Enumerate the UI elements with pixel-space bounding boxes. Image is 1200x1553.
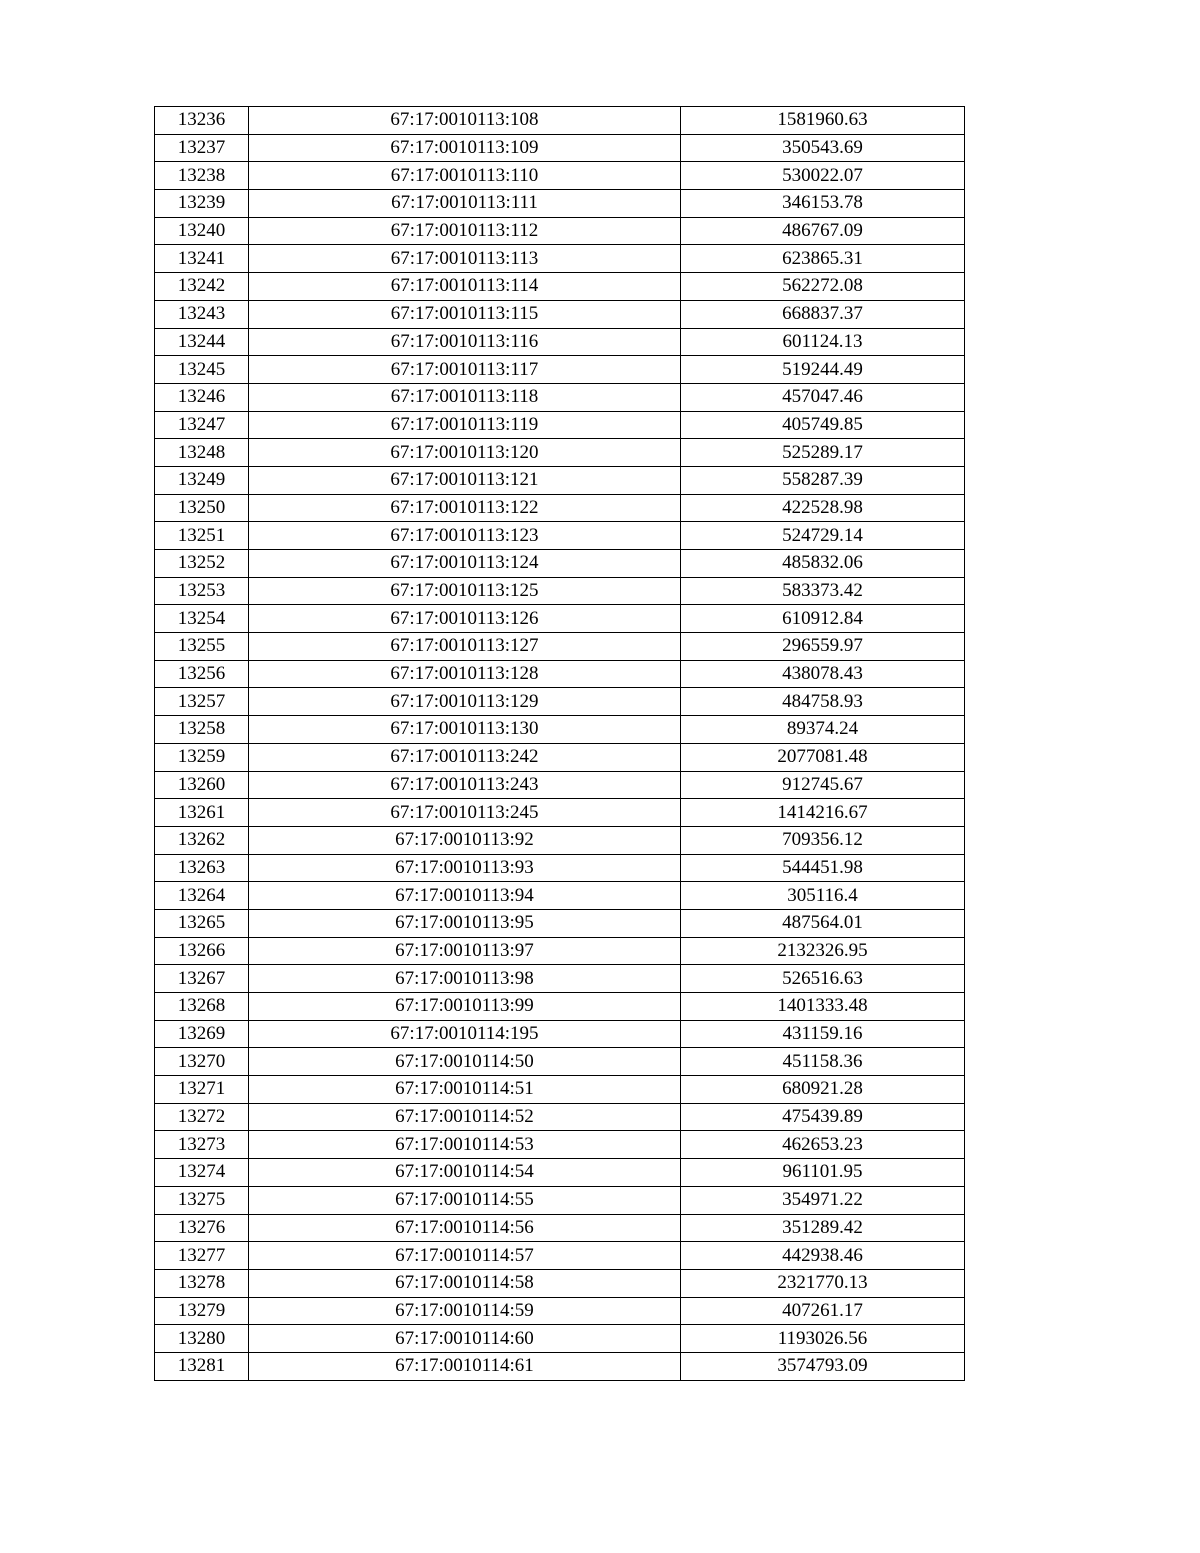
row-number-cell: 13271 (155, 1076, 249, 1104)
cadastral-number-cell: 67:17:0010114:50 (249, 1048, 681, 1076)
cadastral-number-cell: 67:17:0010113:111 (249, 190, 681, 218)
value-cell: 1193026.56 (681, 1325, 965, 1353)
cadastral-number-cell: 67:17:0010113:117 (249, 356, 681, 384)
table-row (155, 494, 965, 522)
row-number-cell: 13268 (155, 993, 249, 1021)
value-cell: 422528.98 (681, 494, 965, 522)
row-number-cell: 13279 (155, 1297, 249, 1325)
table-row (155, 660, 965, 688)
value-cell: 3574793.09 (681, 1352, 965, 1380)
cadastral-number-cell: 67:17:0010113:95 (249, 909, 681, 937)
cadastral-number-cell: 67:17:0010113:112 (249, 217, 681, 245)
row-number-cell: 13239 (155, 190, 249, 218)
table-row (155, 633, 965, 661)
value-cell: 1414216.67 (681, 799, 965, 827)
table-row (155, 1352, 965, 1380)
table-row (155, 383, 965, 411)
cadastral-number-cell: 67:17:0010114:60 (249, 1325, 681, 1353)
value-cell: 475439.89 (681, 1103, 965, 1131)
cadastral-number-cell: 67:17:0010113:124 (249, 550, 681, 578)
row-number-cell: 13281 (155, 1352, 249, 1380)
row-number-cell: 13257 (155, 688, 249, 716)
cadastral-number-cell: 67:17:0010113:99 (249, 993, 681, 1021)
row-number-cell: 13249 (155, 466, 249, 494)
row-number-cell: 13280 (155, 1325, 249, 1353)
table-row (155, 771, 965, 799)
cadastral-number-cell: 67:17:0010114:53 (249, 1131, 681, 1159)
cadastral-number-cell: 67:17:0010113:114 (249, 273, 681, 301)
table-row (155, 854, 965, 882)
row-number-cell: 13272 (155, 1103, 249, 1131)
table-row (155, 134, 965, 162)
row-number-cell: 13267 (155, 965, 249, 993)
table-row (155, 688, 965, 716)
table-row (155, 1020, 965, 1048)
cadastral-number-cell: 67:17:0010113:129 (249, 688, 681, 716)
row-number-cell: 13274 (155, 1159, 249, 1187)
row-number-cell: 13243 (155, 300, 249, 328)
value-cell: 485832.06 (681, 550, 965, 578)
value-cell: 89374.24 (681, 716, 965, 744)
cadastral-number-cell: 67:17:0010113:127 (249, 633, 681, 661)
value-cell: 2132326.95 (681, 937, 965, 965)
row-number-cell: 13276 (155, 1214, 249, 1242)
row-number-cell: 13265 (155, 909, 249, 937)
row-number-cell: 13259 (155, 743, 249, 771)
cadastral-number-cell: 67:17:0010113:242 (249, 743, 681, 771)
row-number-cell: 13256 (155, 660, 249, 688)
table-row (155, 1269, 965, 1297)
cadastral-number-cell: 67:17:0010113:118 (249, 383, 681, 411)
value-cell: 668837.37 (681, 300, 965, 328)
table-row (155, 245, 965, 273)
table-row (155, 965, 965, 993)
value-cell: 487564.01 (681, 909, 965, 937)
table-row (155, 1186, 965, 1214)
value-cell: 1581960.63 (681, 107, 965, 135)
cadastral-number-cell: 67:17:0010113:128 (249, 660, 681, 688)
row-number-cell: 13262 (155, 826, 249, 854)
row-number-cell: 13247 (155, 411, 249, 439)
table-row (155, 605, 965, 633)
table-row (155, 107, 965, 135)
row-number-cell: 13261 (155, 799, 249, 827)
cadastral-number-cell: 67:17:0010114:51 (249, 1076, 681, 1104)
cadastral-number-cell: 67:17:0010113:119 (249, 411, 681, 439)
value-cell: 583373.42 (681, 577, 965, 605)
row-number-cell: 13238 (155, 162, 249, 190)
row-number-cell: 13252 (155, 550, 249, 578)
table-row (155, 411, 965, 439)
table-row (155, 1159, 965, 1187)
value-cell: 1401333.48 (681, 993, 965, 1021)
value-cell: 562272.08 (681, 273, 965, 301)
value-cell: 680921.28 (681, 1076, 965, 1104)
row-number-cell: 13242 (155, 273, 249, 301)
cadastral-number-cell: 67:17:0010114:195 (249, 1020, 681, 1048)
cadastral-number-cell: 67:17:0010114:57 (249, 1242, 681, 1270)
cadastral-number-cell: 67:17:0010113:122 (249, 494, 681, 522)
cadastral-number-cell: 67:17:0010113:130 (249, 716, 681, 744)
table-row (155, 466, 965, 494)
cadastral-number-cell: 67:17:0010113:115 (249, 300, 681, 328)
table-row (155, 1103, 965, 1131)
row-number-cell: 13254 (155, 605, 249, 633)
value-cell: 431159.16 (681, 1020, 965, 1048)
row-number-cell: 13264 (155, 882, 249, 910)
table-row (155, 328, 965, 356)
row-number-cell: 13245 (155, 356, 249, 384)
table-row (155, 1325, 965, 1353)
table-row (155, 1297, 965, 1325)
value-cell: 462653.23 (681, 1131, 965, 1159)
cadastral-number-cell: 67:17:0010113:123 (249, 522, 681, 550)
value-cell: 407261.17 (681, 1297, 965, 1325)
row-number-cell: 13244 (155, 328, 249, 356)
row-number-cell: 13236 (155, 107, 249, 135)
table-row (155, 826, 965, 854)
table-row (155, 1214, 965, 1242)
cadastral-number-cell: 67:17:0010113:98 (249, 965, 681, 993)
table-row (155, 190, 965, 218)
cadastral-number-cell: 67:17:0010113:125 (249, 577, 681, 605)
value-cell: 451158.36 (681, 1048, 965, 1076)
value-cell: 438078.43 (681, 660, 965, 688)
row-number-cell: 13255 (155, 633, 249, 661)
value-cell: 601124.13 (681, 328, 965, 356)
value-cell: 524729.14 (681, 522, 965, 550)
cadastral-number-cell: 67:17:0010113:109 (249, 134, 681, 162)
row-number-cell: 13266 (155, 937, 249, 965)
value-cell: 530022.07 (681, 162, 965, 190)
row-number-cell: 13240 (155, 217, 249, 245)
value-cell: 961101.95 (681, 1159, 965, 1187)
table-row (155, 217, 965, 245)
table-row (155, 993, 965, 1021)
table-row (155, 300, 965, 328)
row-number-cell: 13269 (155, 1020, 249, 1048)
value-cell: 526516.63 (681, 965, 965, 993)
value-cell: 519244.49 (681, 356, 965, 384)
value-cell: 346153.78 (681, 190, 965, 218)
cadastral-number-cell: 67:17:0010113:108 (249, 107, 681, 135)
value-cell: 623865.31 (681, 245, 965, 273)
cadastral-number-cell: 67:17:0010114:58 (249, 1269, 681, 1297)
table-row (155, 1131, 965, 1159)
cadastral-number-cell: 67:17:0010114:55 (249, 1186, 681, 1214)
table-row (155, 522, 965, 550)
table-row (155, 743, 965, 771)
cadastral-number-cell: 67:17:0010113:120 (249, 439, 681, 467)
cadastral-number-cell: 67:17:0010113:243 (249, 771, 681, 799)
value-cell: 351289.42 (681, 1214, 965, 1242)
cadastral-number-cell: 67:17:0010113:245 (249, 799, 681, 827)
row-number-cell: 13273 (155, 1131, 249, 1159)
value-cell: 486767.09 (681, 217, 965, 245)
row-number-cell: 13250 (155, 494, 249, 522)
table-row (155, 909, 965, 937)
cadastral-number-cell: 67:17:0010113:93 (249, 854, 681, 882)
value-cell: 912745.67 (681, 771, 965, 799)
cadastral-number-cell: 67:17:0010113:110 (249, 162, 681, 190)
value-cell: 2077081.48 (681, 743, 965, 771)
row-number-cell: 13263 (155, 854, 249, 882)
row-number-cell: 13251 (155, 522, 249, 550)
table-row (155, 799, 965, 827)
value-cell: 354971.22 (681, 1186, 965, 1214)
cadastral-number-cell: 67:17:0010113:97 (249, 937, 681, 965)
value-cell: 2321770.13 (681, 1269, 965, 1297)
row-number-cell: 13258 (155, 716, 249, 744)
table-row (155, 162, 965, 190)
row-number-cell: 13260 (155, 771, 249, 799)
cadastral-number-cell: 67:17:0010113:94 (249, 882, 681, 910)
value-cell: 709356.12 (681, 826, 965, 854)
row-number-cell: 13275 (155, 1186, 249, 1214)
cadastral-number-cell: 67:17:0010113:126 (249, 605, 681, 633)
cadastral-number-cell: 67:17:0010114:59 (249, 1297, 681, 1325)
table-row (155, 577, 965, 605)
data-table (154, 106, 965, 1381)
value-cell: 405749.85 (681, 411, 965, 439)
row-number-cell: 13277 (155, 1242, 249, 1270)
table-row (155, 882, 965, 910)
cadastral-number-cell: 67:17:0010114:61 (249, 1352, 681, 1380)
table-body (155, 107, 965, 1381)
cadastral-number-cell: 67:17:0010113:121 (249, 466, 681, 494)
value-cell: 457047.46 (681, 383, 965, 411)
cadastral-number-cell: 67:17:0010114:54 (249, 1159, 681, 1187)
table-row (155, 1076, 965, 1104)
table-row (155, 356, 965, 384)
table-row (155, 937, 965, 965)
row-number-cell: 13246 (155, 383, 249, 411)
table-row (155, 273, 965, 301)
cadastral-number-cell: 67:17:0010113:92 (249, 826, 681, 854)
table-row (155, 439, 965, 467)
table-row (155, 1048, 965, 1076)
value-cell: 558287.39 (681, 466, 965, 494)
table-row (155, 1242, 965, 1270)
row-number-cell: 13253 (155, 577, 249, 605)
value-cell: 305116.4 (681, 882, 965, 910)
row-number-cell: 13278 (155, 1269, 249, 1297)
cadastral-number-cell: 67:17:0010114:52 (249, 1103, 681, 1131)
row-number-cell: 13237 (155, 134, 249, 162)
cadastral-number-cell: 67:17:0010113:113 (249, 245, 681, 273)
table-row (155, 716, 965, 744)
row-number-cell: 13248 (155, 439, 249, 467)
value-cell: 350543.69 (681, 134, 965, 162)
value-cell: 544451.98 (681, 854, 965, 882)
value-cell: 296559.97 (681, 633, 965, 661)
value-cell: 442938.46 (681, 1242, 965, 1270)
value-cell: 525289.17 (681, 439, 965, 467)
value-cell: 610912.84 (681, 605, 965, 633)
value-cell: 484758.93 (681, 688, 965, 716)
row-number-cell: 13241 (155, 245, 249, 273)
cadastral-number-cell: 67:17:0010114:56 (249, 1214, 681, 1242)
table-row (155, 550, 965, 578)
row-number-cell: 13270 (155, 1048, 249, 1076)
cadastral-number-cell: 67:17:0010113:116 (249, 328, 681, 356)
